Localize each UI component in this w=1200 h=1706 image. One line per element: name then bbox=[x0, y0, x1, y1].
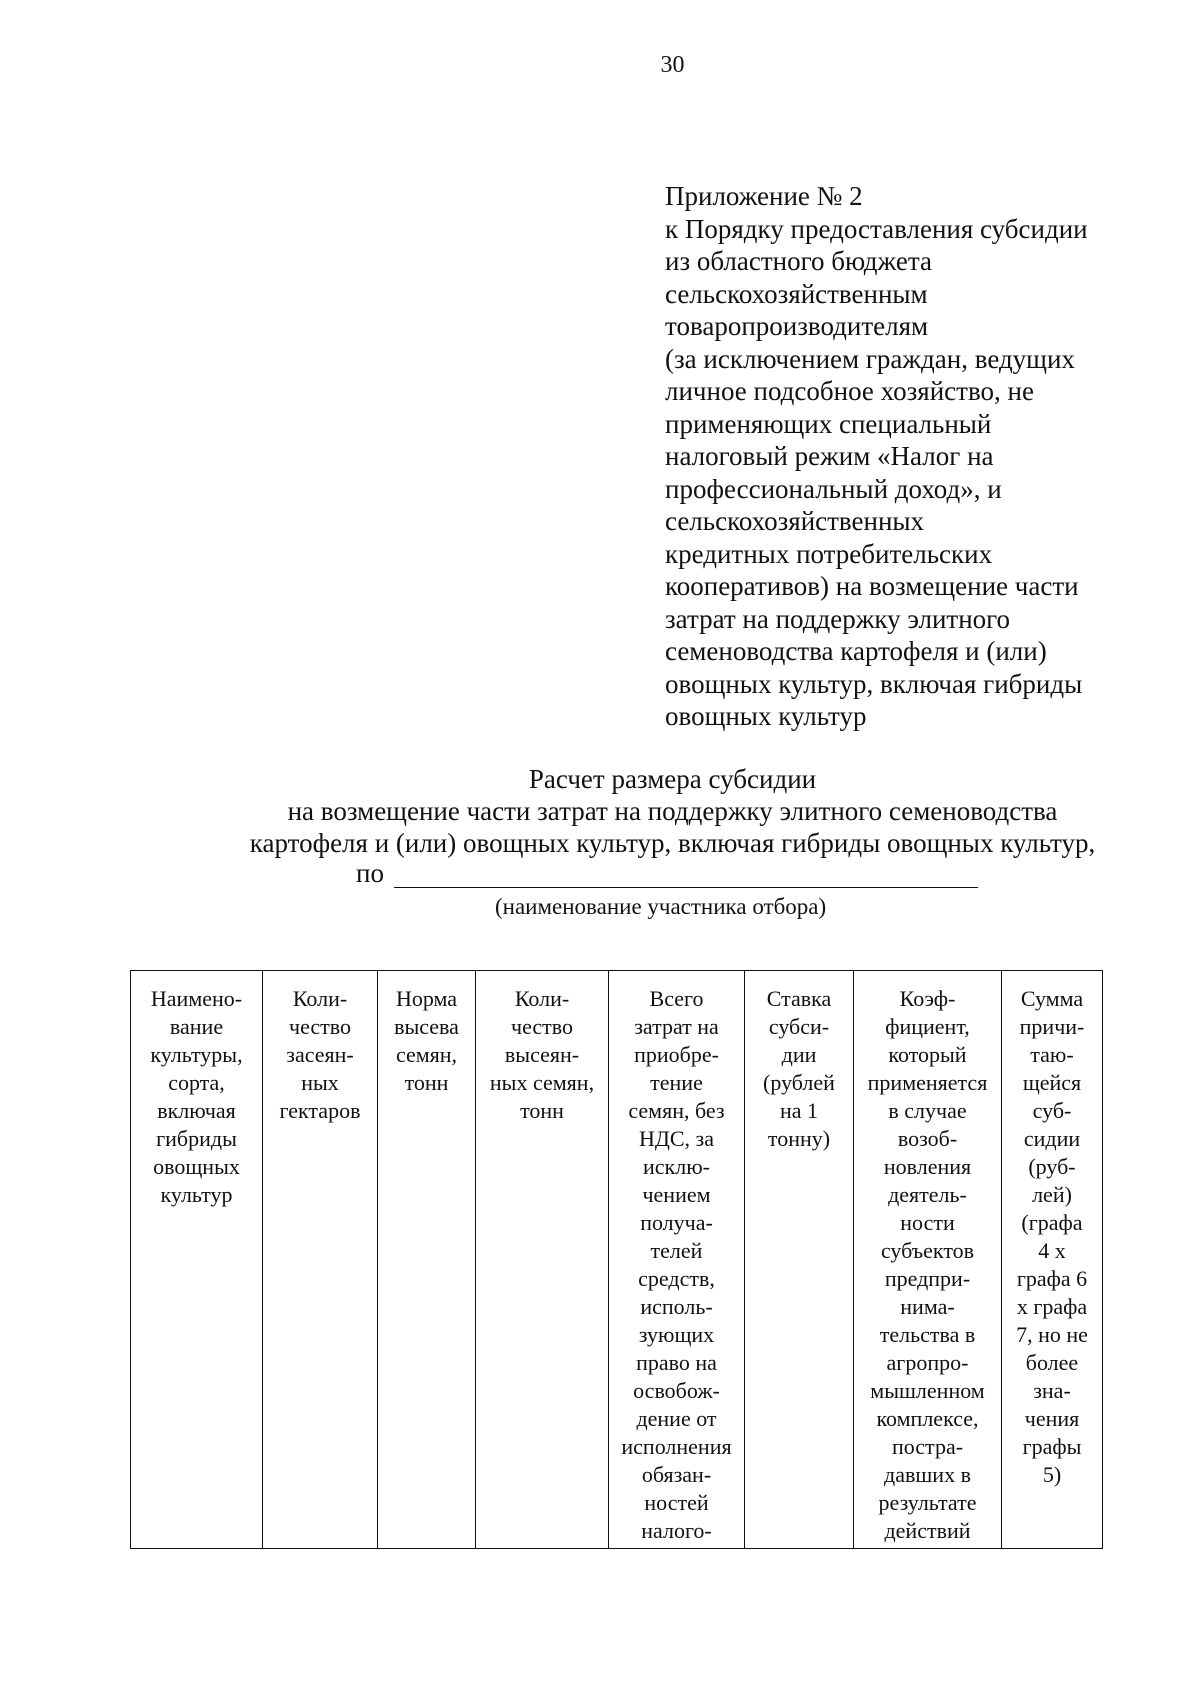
column-header-line: овощных bbox=[153, 1154, 240, 1179]
column-header-line: обязан- bbox=[641, 1462, 712, 1487]
appendix-line: к Порядку предоставления субсидии bbox=[665, 213, 1088, 244]
column-header-line: телей bbox=[650, 1238, 703, 1263]
appendix-line: из областного бюджета bbox=[665, 246, 932, 276]
column-header-line: налого- bbox=[641, 1518, 712, 1543]
column-header-line: семян, без bbox=[628, 1098, 725, 1123]
column-header-line: в случае bbox=[888, 1098, 967, 1123]
column-header-line: затрат на bbox=[634, 1014, 719, 1039]
column-header-5 bbox=[609, 971, 745, 1549]
column-header-line: причи- bbox=[1019, 1014, 1085, 1039]
column-header-line: тение bbox=[650, 1070, 703, 1095]
participant-name-field bbox=[394, 887, 978, 888]
column-header-line: Наимено- bbox=[150, 986, 243, 1011]
column-header-line: (графа bbox=[1021, 1210, 1083, 1235]
appendix-line: кооперативов) на возмещение части bbox=[665, 571, 1079, 601]
column-header-3 bbox=[378, 971, 476, 1549]
column-header-line: исклю- bbox=[643, 1154, 710, 1179]
column-header-line: лей) bbox=[1032, 1182, 1072, 1207]
column-header-line: графы bbox=[1022, 1434, 1082, 1459]
column-header-line: (рублей bbox=[763, 1070, 835, 1095]
appendix-line: затрат на поддержку элитного bbox=[665, 603, 1011, 634]
column-header-line: комплексе, bbox=[876, 1406, 979, 1431]
column-header-line: результате bbox=[878, 1490, 977, 1515]
column-header-line: получа- bbox=[640, 1210, 713, 1235]
column-header-line: 7, но не bbox=[1016, 1322, 1088, 1347]
column-header-line: агропро- bbox=[886, 1350, 969, 1375]
column-header-line: графа 6 bbox=[1016, 1266, 1088, 1291]
appendix-line: семеноводства картофеля и (или) bbox=[665, 636, 1047, 666]
subsidy-calculation-table bbox=[130, 970, 1103, 1549]
column-header-line: право на bbox=[636, 1350, 717, 1375]
column-header-line: вание bbox=[169, 1014, 224, 1039]
column-header-line: тонн bbox=[404, 1070, 449, 1095]
column-header-line: на 1 bbox=[779, 1098, 819, 1123]
column-header-line: х графа bbox=[1016, 1294, 1088, 1319]
column-header-line: таю- bbox=[1030, 1042, 1074, 1067]
column-header-line: сидии bbox=[1023, 1126, 1081, 1151]
column-header-1 bbox=[131, 971, 263, 1549]
column-header-line: высева bbox=[394, 1014, 459, 1039]
column-header-line: средств, bbox=[638, 1266, 715, 1291]
appendix-line: овощных культур bbox=[665, 701, 867, 731]
column-header-line: культуры, bbox=[150, 1042, 243, 1067]
column-header-line: новления bbox=[883, 1154, 972, 1179]
column-header-line: зна- bbox=[1033, 1378, 1071, 1403]
column-header-line: Норма bbox=[395, 986, 458, 1011]
participant-label: по bbox=[356, 858, 384, 888]
column-header-line: приобре- bbox=[634, 1042, 719, 1067]
column-header-2 bbox=[263, 971, 378, 1549]
column-header-line: фициент, bbox=[885, 1014, 970, 1039]
appendix-line: личное подсобное хозяйство, не bbox=[665, 376, 1034, 406]
column-header-line: гектаров bbox=[279, 1098, 361, 1123]
column-header-line: высеян- bbox=[504, 1042, 580, 1067]
column-header-line: который bbox=[888, 1042, 967, 1067]
column-header-line: исполнения bbox=[621, 1434, 732, 1459]
page-number: 30 bbox=[660, 52, 685, 78]
column-header-line: засеян- bbox=[286, 1042, 354, 1067]
appendix-line: сельскохозяйственным bbox=[665, 278, 928, 309]
appendix-line: применяющих специальный bbox=[665, 408, 992, 439]
column-header-line: чения bbox=[1024, 1406, 1080, 1431]
column-header-line: зующих bbox=[638, 1322, 715, 1347]
column-header-line: чество bbox=[289, 1014, 351, 1039]
appendix-line: профессиональный доход», и bbox=[665, 473, 1002, 504]
column-header-4 bbox=[476, 971, 609, 1549]
column-header-line: Всего bbox=[649, 986, 704, 1011]
column-header-line: мышленном bbox=[870, 1378, 985, 1403]
column-header-line: деятель- bbox=[888, 1182, 967, 1207]
column-header-line: ных семян, bbox=[489, 1070, 595, 1095]
appendix-line: Приложение № 2 bbox=[665, 181, 863, 211]
column-header-line: 5) bbox=[1042, 1462, 1062, 1487]
calculation-title-line: на возмещение части затрат на поддержку элитного семеноводства bbox=[287, 796, 1058, 826]
appendix-line: сельскохозяйственных bbox=[665, 506, 925, 536]
column-header-line: щейся bbox=[1022, 1070, 1082, 1095]
appendix-line: товаропроизводителям bbox=[665, 311, 929, 341]
column-header-line: действий bbox=[884, 1518, 971, 1543]
column-header-line: тельства в bbox=[879, 1322, 976, 1347]
column-header-line: Сумма bbox=[1020, 986, 1084, 1011]
column-header-line: субъектов bbox=[880, 1238, 975, 1263]
column-header-line: сорта, bbox=[168, 1070, 225, 1095]
column-header-line: возоб- bbox=[897, 1126, 958, 1151]
column-header-line: Ставка bbox=[766, 986, 832, 1011]
column-header-line: суб- bbox=[1032, 1098, 1072, 1123]
column-header-7 bbox=[854, 971, 1002, 1549]
column-header-line: более bbox=[1025, 1350, 1079, 1375]
column-header-8 bbox=[1002, 971, 1103, 1549]
column-header-line: ности bbox=[900, 1210, 955, 1235]
column-header-line: тонн bbox=[520, 1098, 564, 1123]
column-header-line: культур bbox=[160, 1182, 233, 1207]
column-header-line: дии bbox=[781, 1042, 817, 1067]
column-header-line: НДС, за bbox=[638, 1126, 715, 1151]
column-header-line: Коли- bbox=[514, 986, 570, 1011]
column-header-line: дение от bbox=[636, 1406, 717, 1431]
column-header-line: Коэф- bbox=[899, 986, 956, 1011]
column-header-line: чением bbox=[642, 1182, 711, 1207]
column-header-line: применяется bbox=[867, 1070, 988, 1095]
column-header-line: ностей bbox=[644, 1490, 709, 1515]
column-header-line: субси- bbox=[768, 1014, 830, 1039]
column-header-line: тонну) bbox=[767, 1126, 831, 1151]
column-header-line: исполь- bbox=[640, 1294, 713, 1319]
column-header-line: семян, bbox=[395, 1042, 458, 1067]
column-header-line: ных bbox=[301, 1070, 339, 1095]
column-header-line: гибриды bbox=[156, 1126, 237, 1151]
column-header-6 bbox=[745, 971, 854, 1549]
calculation-title-line: картофеля и (или) овощных культур, включая гибриды овощных культур, bbox=[249, 828, 1096, 858]
column-header-line: Коли- bbox=[292, 986, 348, 1011]
calculation-title bbox=[0, 763, 1200, 859]
column-header-line: предпри- bbox=[884, 1266, 971, 1291]
column-header-line: давших в bbox=[884, 1462, 971, 1487]
appendix-line: кредитных потребительских bbox=[665, 538, 993, 569]
participant-caption: (наименование участника отбора) bbox=[495, 894, 827, 919]
appendix-line: овощных культур, включая гибриды bbox=[665, 668, 1083, 699]
column-header-line: чество bbox=[511, 1014, 573, 1039]
appendix-line: (за исключением граждан, ведущих bbox=[665, 343, 1075, 374]
appendix-line: налоговый режим «Налог на bbox=[665, 441, 994, 471]
calculation-title-line: Расчет размера субсидии bbox=[528, 764, 817, 794]
column-header-line: нима- bbox=[900, 1294, 955, 1319]
column-header-line: 4 х bbox=[1038, 1238, 1066, 1263]
column-header-line: включая bbox=[157, 1098, 236, 1123]
column-header-line: постра- bbox=[891, 1434, 964, 1459]
table-header-row bbox=[131, 971, 1103, 1549]
column-header-line: освобож- bbox=[633, 1378, 720, 1403]
appendix-header bbox=[665, 180, 1185, 733]
column-header-line: (руб- bbox=[1028, 1154, 1076, 1179]
